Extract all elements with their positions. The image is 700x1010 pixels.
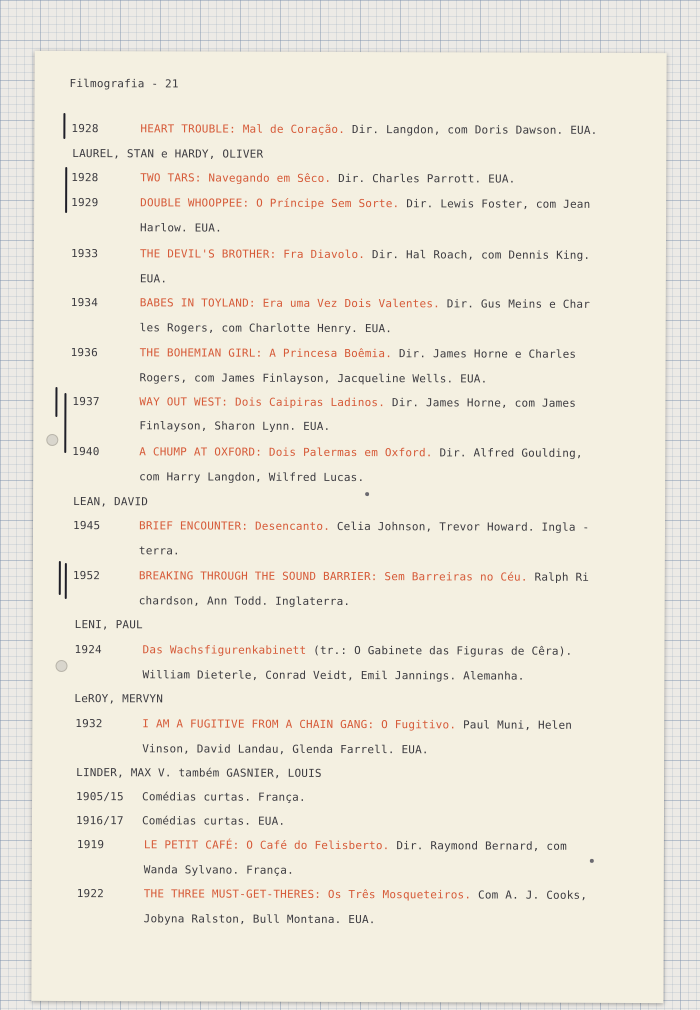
entry-year: 1919 [76, 838, 105, 852]
entry-line [140, 171, 515, 185]
film-details: Celia Johnson, Trevor Howard. Ingla - [330, 519, 590, 534]
film-details: Dir. Hal Roach, com Dennis King. [365, 248, 591, 262]
entry-year: 1916/17 [75, 814, 124, 828]
entry-continuation: Rogers, com James Finlayson, Jacqueline Wells. EUA. [139, 371, 488, 386]
entry-line: Comédias curtas. França. [142, 790, 306, 804]
film-title: THE BOHEMIAN GIRL: A Princesa Boêmia. [139, 346, 393, 361]
margin-pen-mark [65, 563, 67, 599]
film-title: TWO TARS: Navegando em Sêco. [140, 171, 332, 185]
entry-year: 1924 [74, 643, 102, 657]
film-details: Ralph Ri [527, 570, 590, 584]
entry-continuation: chardson, Ann Todd. Inglaterra. [138, 594, 351, 609]
director-heading: LAUREL, STAN e HARDY, OLIVER [72, 147, 264, 161]
director-heading: LeROY, MERVYN [74, 692, 164, 706]
film-details: Dir. Langdon, com Doris Dawson. EUA. [345, 122, 598, 137]
entry-year: 1905/15 [76, 790, 124, 804]
film-title: THE DEVIL'S BROTHER: Fra Diavolo. [139, 247, 366, 262]
film-title: I AM A FUGITIVE FROM A CHAIN GANG: O Fugitivo. [142, 717, 457, 732]
entry-continuation: les Rogers, com Charlotte Henry. EUA. [139, 321, 393, 336]
punch-hole [46, 434, 58, 446]
entry-continuation: Wanda Sylvano. França. [143, 863, 294, 877]
film-title: BABES IN TOYLAND: Era uma Vez Dois Valentes. [139, 296, 441, 311]
entry-line [140, 122, 597, 137]
film-title: DOUBLE WHOOPPEE: O Príncipe Sem Sorte. [140, 196, 400, 211]
margin-pen-mark [59, 561, 61, 595]
film-title: BRIEF ENCOUNTER: Desencanto. [138, 519, 331, 533]
film-details: Dir. James Horne e Charles [392, 347, 577, 361]
entry-year: 1928 [71, 171, 99, 185]
film-title: A CHUMP AT OXFORD: Dois Palermas em Oxford. [139, 445, 433, 460]
entry-year: 1945 [72, 519, 101, 533]
entry-line [144, 838, 567, 852]
film-title: THE THREE MUST-GET-THERES: Os Três Mosqueteiros. [143, 887, 472, 902]
margin-pen-mark [65, 167, 67, 213]
entry-line [140, 296, 590, 311]
entry-line [139, 569, 589, 584]
entry-year: 1937 [72, 395, 100, 409]
film-details: Dir. Charles Parrott. EUA. [331, 171, 516, 186]
entry-continuation: EUA. [139, 272, 168, 286]
entry-line [139, 445, 583, 460]
film-details: Dir. Gus Meins e Char [439, 297, 591, 311]
entry-year: 1929 [71, 196, 99, 210]
ink-speck [590, 859, 594, 863]
entry-line [140, 247, 590, 262]
director-heading: LEAN, DAVID [73, 495, 149, 509]
typewritten-page [31, 51, 666, 1003]
entry-continuation: Finlayson, Sharon Lynn. EUA. [139, 419, 331, 433]
entry-line [140, 346, 577, 361]
entry-continuation: Vinson, David Landau, Glenda Farrell. EUA. [142, 742, 429, 757]
entry-continuation: Jobyna Ralston, Bull Montana. EUA. [143, 912, 376, 927]
film-title: Das Wachsfigurenkabinett [142, 643, 307, 657]
film-details: (tr.: O Gabinete das Figuras de Cêra). [306, 643, 573, 658]
entry-year: 1952 [72, 569, 101, 583]
film-details: Dir. James Horne, com James [385, 396, 577, 410]
entry-year: 1928 [71, 122, 99, 136]
entry-continuation: terra. [138, 544, 180, 558]
film-details: Com A. J. Cooks, [471, 888, 588, 902]
entry-line [140, 196, 590, 211]
ink-speck [365, 492, 369, 496]
entry-year: 1934 [70, 296, 99, 310]
entry-line [143, 643, 573, 658]
film-title: LE PETIT CAFÉ: O Café do Felisberto. [143, 838, 390, 853]
director-heading: LINDER, MAX V. também GASNIER, LOUIS [76, 766, 322, 780]
entry-line [139, 395, 576, 410]
punch-hole [55, 660, 67, 672]
film-title: HEART TROUBLE: Mal de Coração. [140, 122, 346, 136]
film-details: Paul Muni, Helen [456, 718, 573, 732]
entry-year: 1933 [70, 247, 99, 261]
margin-pen-mark [63, 113, 65, 139]
entry-year: 1940 [72, 445, 100, 459]
page-header: Filmografia - 21 [69, 77, 179, 91]
film-title: BREAKING THROUGH THE SOUND BARRIER: Sem Barreiras no Céu. [138, 569, 528, 584]
film-details: Dir. Alfred Goulding, [432, 446, 583, 460]
margin-pen-mark [55, 387, 57, 417]
entry-line [144, 887, 588, 902]
entry-year: 1922 [76, 887, 105, 901]
film-details: Dir. Raymond Bernard, com [389, 839, 567, 853]
margin-pen-mark [64, 393, 66, 453]
director-heading: LENI, PAUL [74, 618, 143, 632]
entry-continuation: William Dieterle, Conrad Veidt, Emil Jannings. Alemanha. [142, 668, 525, 683]
entry-year: 1936 [70, 346, 98, 360]
entry-continuation: Harlow. EUA. [140, 221, 222, 235]
entry-line [139, 519, 589, 534]
entry-line: Comédias curtas. EUA. [141, 814, 286, 828]
film-details: Dir. Lewis Foster, com Jean [399, 197, 591, 211]
film-title: WAY OUT WEST: Dois Caipiras Ladinos. [139, 395, 386, 410]
entry-year: 1932 [75, 717, 103, 731]
entry-line [142, 717, 572, 732]
entry-continuation: com Harry Langdon, Wilfred Lucas. [139, 470, 365, 485]
